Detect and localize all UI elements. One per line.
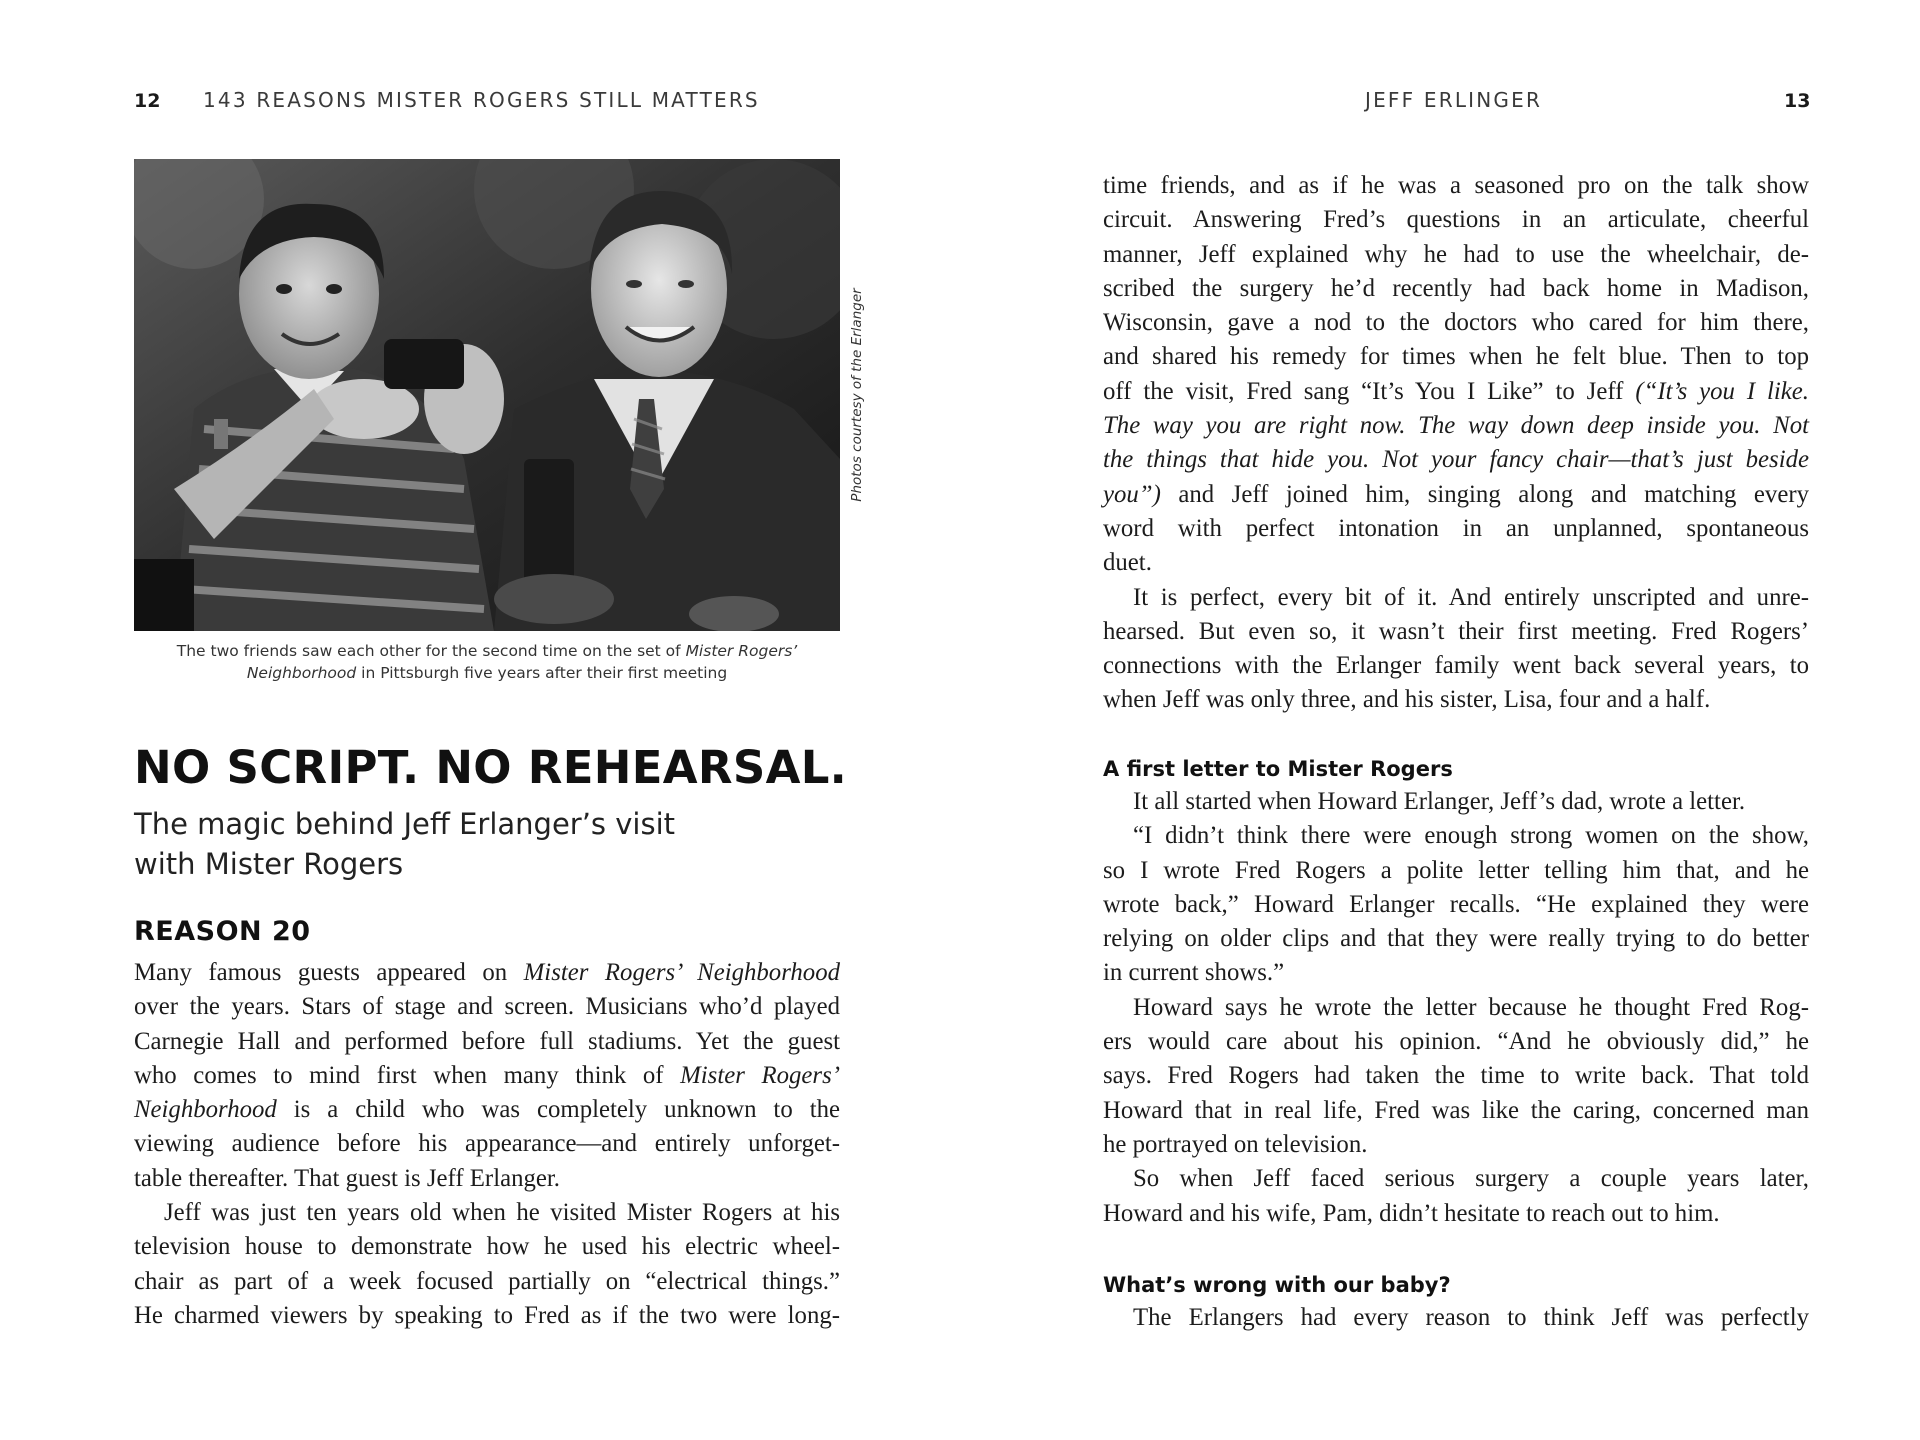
text-line: when Jeff was only three, and his sister, Lisa, four and a half.	[1103, 686, 1711, 714]
text-run: is a child who was completely unknown to the	[276, 1096, 840, 1124]
text-line: and shared his remedy for times when he felt blue. Then to top	[1103, 343, 1809, 371]
caption-italic-2: Neighborhood	[246, 664, 357, 682]
text-line: time friends, and as if he was a seasoned pro on the talk show	[1103, 172, 1809, 199]
text-line: viewing audience before his appearance—and entirely unforget-	[134, 1130, 840, 1158]
text-line: Jeff was just ten years old when he visited Mister Rogers at his	[164, 1199, 840, 1227]
text-line: wrote back,” Howard Erlanger recalls. “He explained they were	[1103, 890, 1809, 918]
text-line	[1103, 443, 1809, 477]
text-run-italic: The way you are right now. The way down deep inside you. Not	[1103, 412, 1809, 440]
text-run: Many famous guests appeared on	[134, 959, 524, 986]
text-line: It is perfect, every bit of it. And entirely unscripted and unre-	[1133, 583, 1809, 611]
text-line	[1103, 375, 1809, 409]
text-line: connections with the Erlanger family went back several years, to	[1103, 652, 1809, 680]
reason-number: REASON 20	[134, 916, 311, 947]
text-line: so I wrote Fred Rogers a polite letter telling him that, and he	[1103, 856, 1809, 884]
photo-credit: Photos courtesy of the Erlanger	[849, 288, 865, 502]
text-line	[134, 956, 840, 990]
photo-caption	[134, 640, 840, 684]
text-line: Wisconsin, gave a nod to the doctors who cared for him there,	[1103, 309, 1809, 337]
photo-jeff-and-fred	[134, 159, 840, 631]
running-head-left: 143 REASONS MISTER ROGERS STILL MATTERS	[203, 88, 760, 112]
text-line: Howard says he wrote the letter because he thought Fred Rog-	[1133, 993, 1809, 1021]
text-line: The Erlangers had every reason to think Jeff was perfectly	[1133, 1304, 1809, 1331]
chapter-headline: NO SCRIPT. NO REHEARSAL.	[134, 741, 848, 794]
text-line: hearsed. But even so, it wasn’t their first meeting. Fred Rogers’	[1103, 617, 1809, 645]
text-line: So when Jeff faced serious surgery a couple years later,	[1133, 1165, 1809, 1193]
text-line: over the years. Stars of stage and screen. Musicians who’d played	[134, 993, 840, 1021]
text-run: who comes to mind first when many think of	[134, 1061, 681, 1089]
text-line	[134, 1093, 840, 1127]
caption-italic-1: Mister Rogers’	[685, 642, 798, 660]
text-line: Howard that in real life, Fred was like the caring, concerned man	[1103, 1096, 1809, 1124]
section-heading-whats-wrong: What’s wrong with our baby?	[1103, 1273, 1451, 1297]
subtitle-line-2: with Mister Rogers	[134, 847, 404, 881]
text-line: chair as part of a week focused partially on “electrical things.”	[134, 1267, 840, 1295]
text-run: off the visit, Fred sang “It’s You I Like” to Jeff	[1103, 377, 1636, 405]
text-line: Carnegie Hall and performed before full stadiums. Yet the guest	[134, 1027, 840, 1055]
right-body-paragraph-1	[1103, 169, 1809, 718]
page-number-right: 13	[1784, 90, 1811, 112]
text-run: and Jeff joined him, singing along and matching every	[1160, 480, 1809, 508]
left-body-text	[134, 956, 840, 1333]
caption-text-1: The two friends saw each other for the second time on the set of	[176, 642, 686, 660]
text-line: relying on older clips and that they were really trying to do better	[1103, 925, 1809, 953]
text-line: manner, Jeff explained why he had to use the wheelchair, de-	[1103, 240, 1809, 268]
text-line: says. Fred Rogers had taken the time to write back. That told	[1103, 1062, 1809, 1090]
text-line: duet.	[1103, 549, 1152, 577]
text-line: He charmed viewers by speaking to Fred as if the two were long-	[134, 1301, 840, 1329]
page-number-left: 12	[134, 90, 161, 112]
text-line: ers would care about his opinion. “And he obviously did,” he	[1103, 1028, 1809, 1056]
text-line	[134, 1059, 840, 1093]
text-line: he portrayed on television.	[1103, 1130, 1368, 1158]
text-run-italic: Neighborhood	[134, 1096, 277, 1124]
text-line: Howard and his wife, Pam, didn’t hesitate to reach out to him.	[1103, 1199, 1720, 1227]
section-heading-first-letter: A first letter to Mister Rogers	[1103, 757, 1453, 781]
text-line	[1103, 409, 1809, 443]
text-line: word with perfect intonation in an unplanned, spontaneous	[1103, 514, 1809, 542]
right-body-paragraph-3	[1103, 1301, 1809, 1335]
photo-illustration	[134, 159, 840, 631]
chapter-subtitle	[134, 804, 834, 884]
running-head-right: JEFF ERLINGER	[1365, 88, 1543, 112]
text-run-italic: Mister Rogers’	[680, 1061, 840, 1089]
text-run-italic: (“It’s you I like.	[1635, 377, 1809, 405]
text-line	[1103, 478, 1809, 512]
text-line: It all started when Howard Erlanger, Jeff’s dad, wrote a letter.	[1133, 788, 1746, 815]
subtitle-line-1: The magic behind Jeff Erlanger’s visit	[134, 807, 676, 841]
text-line: television house to demonstrate how he used his electric wheel-	[134, 1233, 840, 1261]
text-run-italic: Mister Rogers’ Neighborhood	[523, 959, 840, 986]
text-line: “I didn’t think there were enough strong women on the show,	[1133, 822, 1809, 850]
text-run-italic: you”)	[1103, 480, 1161, 508]
text-line: in current shows.”	[1103, 959, 1285, 987]
text-line: circuit. Answering Fred’s questions in an articulate, cheerful	[1103, 206, 1809, 234]
text-line: scribed the surgery he’d recently had back home in Madison,	[1103, 274, 1809, 302]
caption-text-2: in Pittsburgh five years after their first meeting	[356, 664, 728, 682]
text-run-italic: the things that hide you. Not your fancy chair—that’s just beside	[1103, 446, 1809, 474]
right-body-paragraph-2	[1103, 785, 1809, 1231]
text-line: table thereafter. That guest is Jeff Erlanger.	[134, 1164, 560, 1192]
